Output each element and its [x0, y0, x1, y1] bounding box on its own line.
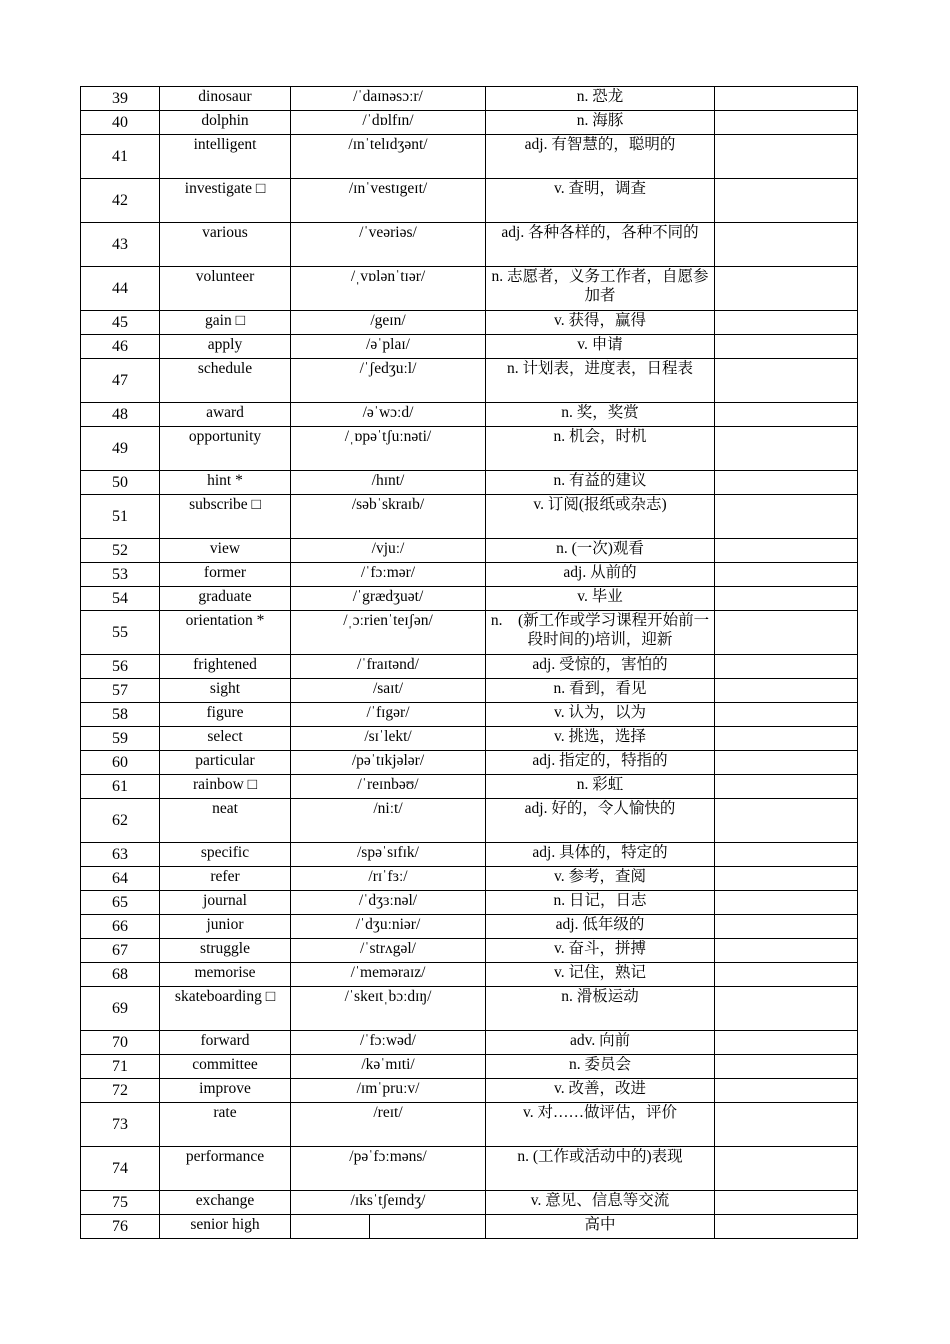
- row-number: 51: [81, 495, 160, 539]
- phonetic-cell: /ˈfɔːwəd/: [291, 1031, 486, 1055]
- row-number: 71: [81, 1055, 160, 1079]
- row-number: 47: [81, 359, 160, 403]
- meaning-cell: v. 意见、信息等交流: [486, 1191, 715, 1215]
- row-number: 75: [81, 1191, 160, 1215]
- table-row: [81, 587, 858, 611]
- row-number: 42: [81, 179, 160, 223]
- word-cell: memorise: [160, 963, 291, 987]
- row-number: 73: [81, 1103, 160, 1147]
- notes-cell: [715, 751, 858, 775]
- word-cell: junior: [160, 915, 291, 939]
- meaning-cell: n. (工作或活动中的)表现: [486, 1147, 715, 1191]
- table-row: [81, 987, 858, 1031]
- row-number: 76: [81, 1215, 160, 1239]
- phonetic-cell: /pəˈfɔːməns/: [291, 1147, 486, 1191]
- table-row: [81, 135, 858, 179]
- phonetic-cell: /ɪnˈtelɪdʒənt/: [291, 135, 486, 179]
- table-row: [81, 563, 858, 587]
- table-row: [81, 1215, 858, 1239]
- word-cell: hint *: [160, 471, 291, 495]
- word-cell: intelligent: [160, 135, 291, 179]
- meaning-cell: n. 有益的建议: [486, 471, 715, 495]
- meaning-cell: adj. 低年级的: [486, 915, 715, 939]
- table-row: [81, 843, 858, 867]
- table-row: [81, 891, 858, 915]
- phonetic-cell-left: [291, 1215, 370, 1239]
- notes-cell: [715, 703, 858, 727]
- row-number: 61: [81, 775, 160, 799]
- row-number: 62: [81, 799, 160, 843]
- phonetic-cell: /ˌɒpəˈtʃuːnəti/: [291, 427, 486, 471]
- meaning-cell: v. 对……做评估，评价: [486, 1103, 715, 1147]
- table-row: [81, 267, 858, 311]
- phonetic-cell: /ˈfɪgər/: [291, 703, 486, 727]
- phonetic-cell: /ˈmeməraɪz/: [291, 963, 486, 987]
- word-cell: journal: [160, 891, 291, 915]
- notes-cell: [715, 179, 858, 223]
- row-number: 52: [81, 539, 160, 563]
- notes-cell: [715, 359, 858, 403]
- meaning-cell: adv. 向前: [486, 1031, 715, 1055]
- word-cell: volunteer: [160, 267, 291, 311]
- row-number: 64: [81, 867, 160, 891]
- phonetic-cell: /ˈdʒɜːnəl/: [291, 891, 486, 915]
- meaning-cell: v. 订阅(报纸或杂志): [486, 495, 715, 539]
- row-number: 55: [81, 611, 160, 655]
- notes-cell: [715, 867, 858, 891]
- row-number: 70: [81, 1031, 160, 1055]
- phonetic-cell: /saɪt/: [291, 679, 486, 703]
- word-cell: various: [160, 223, 291, 267]
- notes-cell: [715, 611, 858, 655]
- notes-cell: [715, 471, 858, 495]
- table-row: [81, 471, 858, 495]
- meaning-cell: v. 查明，调查: [486, 179, 715, 223]
- phonetic-cell: /reɪt/: [291, 1103, 486, 1147]
- meaning-cell: n. 奖，奖赏: [486, 403, 715, 427]
- phonetic-cell: /ˈdaɪnəsɔːr/: [291, 87, 486, 111]
- notes-cell: [715, 775, 858, 799]
- notes-cell: [715, 87, 858, 111]
- phonetic-cell: /ɪmˈpruːv/: [291, 1079, 486, 1103]
- row-number: 65: [81, 891, 160, 915]
- row-number: 40: [81, 111, 160, 135]
- phonetic-cell: /geɪn/: [291, 311, 486, 335]
- phonetic-cell: /ɪksˈtʃeɪndʒ/: [291, 1191, 486, 1215]
- row-number: 69: [81, 987, 160, 1031]
- word-cell: rainbow □: [160, 775, 291, 799]
- word-cell: exchange: [160, 1191, 291, 1215]
- table-row: [81, 87, 858, 111]
- word-cell: refer: [160, 867, 291, 891]
- table-row: [81, 915, 858, 939]
- meaning-cell: v. 毕业: [486, 587, 715, 611]
- word-cell: struggle: [160, 939, 291, 963]
- phonetic-cell: /ˈdʒuːniər/: [291, 915, 486, 939]
- meaning-cell: n. (一次)观看: [486, 539, 715, 563]
- word-cell: investigate □: [160, 179, 291, 223]
- meaning-cell: n. 委员会: [486, 1055, 715, 1079]
- row-number: 46: [81, 335, 160, 359]
- word-cell: performance: [160, 1147, 291, 1191]
- table-row: [81, 1079, 858, 1103]
- notes-cell: [715, 891, 858, 915]
- notes-cell: [715, 539, 858, 563]
- phonetic-cell: /ˈreɪnbəʊ/: [291, 775, 486, 799]
- table-row: [81, 427, 858, 471]
- notes-cell: [715, 1031, 858, 1055]
- phonetic-cell: /əˈwɔːd/: [291, 403, 486, 427]
- phonetic-cell: /əˈplaɪ/: [291, 335, 486, 359]
- notes-cell: [715, 655, 858, 679]
- meaning-cell: v. 获得，赢得: [486, 311, 715, 335]
- table-row: [81, 751, 858, 775]
- phonetic-cell: /ˈveəriəs/: [291, 223, 486, 267]
- row-number: 68: [81, 963, 160, 987]
- notes-cell: [715, 939, 858, 963]
- table-row: [81, 1147, 858, 1191]
- row-number: 58: [81, 703, 160, 727]
- row-number: 74: [81, 1147, 160, 1191]
- notes-cell: [715, 335, 858, 359]
- notes-cell: [715, 135, 858, 179]
- row-number: 39: [81, 87, 160, 111]
- meaning-cell: n. 志愿者，义务工作者，自愿参加者: [486, 267, 715, 311]
- phonetic-cell: /rɪˈfɜː/: [291, 867, 486, 891]
- phonetic-cell: /ˈdɒlfɪn/: [291, 111, 486, 135]
- row-number: 66: [81, 915, 160, 939]
- notes-cell: [715, 111, 858, 135]
- phonetic-cell: /niːt/: [291, 799, 486, 843]
- row-number: 72: [81, 1079, 160, 1103]
- table-row: [81, 403, 858, 427]
- word-cell: subscribe □: [160, 495, 291, 539]
- word-cell: select: [160, 727, 291, 751]
- phonetic-cell: /ˈskeɪtˌbɔːdɪŋ/: [291, 987, 486, 1031]
- word-cell: dinosaur: [160, 87, 291, 111]
- table-row: [81, 679, 858, 703]
- notes-cell: [715, 1079, 858, 1103]
- phonetic-cell: /ɪnˈvestɪgeɪt/: [291, 179, 486, 223]
- word-cell: gain □: [160, 311, 291, 335]
- table-row: [81, 1103, 858, 1147]
- row-number: 43: [81, 223, 160, 267]
- notes-cell: [715, 267, 858, 311]
- word-cell: schedule: [160, 359, 291, 403]
- row-number: 63: [81, 843, 160, 867]
- meaning-cell: adj. 指定的，特指的: [486, 751, 715, 775]
- word-cell: skateboarding □: [160, 987, 291, 1031]
- meaning-cell: adj. 有智慧的，聪明的: [486, 135, 715, 179]
- row-number: 56: [81, 655, 160, 679]
- table-row: [81, 359, 858, 403]
- table-row: [81, 311, 858, 335]
- meaning-cell: v. 参考，查阅: [486, 867, 715, 891]
- meaning-cell: n. 计划表，进度表，日程表: [486, 359, 715, 403]
- row-number: 44: [81, 267, 160, 311]
- meaning-cell: adj. 受惊的，害怕的: [486, 655, 715, 679]
- phonetic-cell: /ˈfraɪtənd/: [291, 655, 486, 679]
- notes-cell: [715, 915, 858, 939]
- table-row: [81, 223, 858, 267]
- row-number: 41: [81, 135, 160, 179]
- meaning-cell: v. 改善，改进: [486, 1079, 715, 1103]
- word-cell: forward: [160, 1031, 291, 1055]
- row-number: 45: [81, 311, 160, 335]
- row-number: 67: [81, 939, 160, 963]
- meaning-cell: v. 挑选，选择: [486, 727, 715, 751]
- phonetic-cell: /ˌɔːrienˈteɪʃən/: [291, 611, 486, 655]
- notes-cell: [715, 563, 858, 587]
- phonetic-cell: /ˈfɔːmər/: [291, 563, 486, 587]
- phonetic-cell: /ˈgrædʒuət/: [291, 587, 486, 611]
- row-number: 53: [81, 563, 160, 587]
- table-row: [81, 179, 858, 223]
- phonetic-cell: /ˈstrʌgəl/: [291, 939, 486, 963]
- phonetic-cell: /pəˈtɪkjələr/: [291, 751, 486, 775]
- table-row: [81, 111, 858, 135]
- vocab-table: [80, 86, 858, 1239]
- word-cell: committee: [160, 1055, 291, 1079]
- notes-cell: [715, 427, 858, 471]
- table-row: [81, 1055, 858, 1079]
- notes-cell: [715, 799, 858, 843]
- table-row: [81, 1191, 858, 1215]
- word-cell: apply: [160, 335, 291, 359]
- meaning-cell: v. 申请: [486, 335, 715, 359]
- notes-cell: [715, 311, 858, 335]
- meaning-cell: n. 滑板运动: [486, 987, 715, 1031]
- word-cell: opportunity: [160, 427, 291, 471]
- row-number: 50: [81, 471, 160, 495]
- word-cell: graduate: [160, 587, 291, 611]
- table-row: [81, 335, 858, 359]
- notes-cell: [715, 987, 858, 1031]
- row-number: 60: [81, 751, 160, 775]
- notes-cell: [715, 403, 858, 427]
- meaning-cell: adj. 从前的: [486, 563, 715, 587]
- table-row: [81, 867, 858, 891]
- notes-cell: [715, 1191, 858, 1215]
- word-cell: former: [160, 563, 291, 587]
- word-cell: specific: [160, 843, 291, 867]
- word-cell: improve: [160, 1079, 291, 1103]
- notes-cell: [715, 1055, 858, 1079]
- meaning-cell: v. 记住，熟记: [486, 963, 715, 987]
- table-row: [81, 495, 858, 539]
- word-cell: rate: [160, 1103, 291, 1147]
- word-cell: view: [160, 539, 291, 563]
- notes-cell: [715, 1147, 858, 1191]
- notes-cell: [715, 1215, 858, 1239]
- meaning-cell: n. 机会，时机: [486, 427, 715, 471]
- meaning-cell: n. 海豚: [486, 111, 715, 135]
- word-cell: sight: [160, 679, 291, 703]
- phonetic-cell: /səbˈskraɪb/: [291, 495, 486, 539]
- word-cell: frightened: [160, 655, 291, 679]
- meaning-cell: adj. 具体的，特定的: [486, 843, 715, 867]
- notes-cell: [715, 679, 858, 703]
- table-row: [81, 939, 858, 963]
- table-row: [81, 799, 858, 843]
- vocab-body: [81, 87, 858, 1239]
- meaning-cell: v. 奋斗，拼搏: [486, 939, 715, 963]
- phonetic-cell: /hɪnt/: [291, 471, 486, 495]
- phonetic-cell: /vjuː/: [291, 539, 486, 563]
- row-number: 54: [81, 587, 160, 611]
- table-row: [81, 1031, 858, 1055]
- row-number: 48: [81, 403, 160, 427]
- row-number: 49: [81, 427, 160, 471]
- phonetic-cell: /spəˈsɪfɪk/: [291, 843, 486, 867]
- notes-cell: [715, 963, 858, 987]
- notes-cell: [715, 587, 858, 611]
- notes-cell: [715, 1103, 858, 1147]
- word-cell: orientation *: [160, 611, 291, 655]
- meaning-cell: adj. 各种各样的，各种不同的: [486, 223, 715, 267]
- table-row: [81, 611, 858, 655]
- meaning-cell: n. 彩虹: [486, 775, 715, 799]
- word-cell: figure: [160, 703, 291, 727]
- word-cell: award: [160, 403, 291, 427]
- meaning-cell: v. 认为，以为: [486, 703, 715, 727]
- table-row: [81, 727, 858, 751]
- word-cell: neat: [160, 799, 291, 843]
- notes-cell: [715, 843, 858, 867]
- meaning-cell: 高中: [486, 1215, 715, 1239]
- notes-cell: [715, 223, 858, 267]
- meaning-cell: n. (新工作或学习课程开始前一段时间的)培训，迎新: [486, 611, 715, 655]
- notes-cell: [715, 727, 858, 751]
- meaning-cell: n. 日记，日志: [486, 891, 715, 915]
- word-cell: dolphin: [160, 111, 291, 135]
- meaning-cell: n. 恐龙: [486, 87, 715, 111]
- phonetic-cell: /sɪˈlekt/: [291, 727, 486, 751]
- meaning-cell: n. 看到，看见: [486, 679, 715, 703]
- meaning-cell: adj. 好的，令人愉快的: [486, 799, 715, 843]
- table-row: [81, 963, 858, 987]
- phonetic-cell: /ˌvɒlənˈtɪər/: [291, 267, 486, 311]
- table-row: [81, 703, 858, 727]
- table-row: [81, 539, 858, 563]
- phonetic-cell: /kəˈmɪti/: [291, 1055, 486, 1079]
- row-number: 59: [81, 727, 160, 751]
- table-row: [81, 655, 858, 679]
- table-row: [81, 775, 858, 799]
- row-number: 57: [81, 679, 160, 703]
- phonetic-cell: /ˈʃedʒuːl/: [291, 359, 486, 403]
- notes-cell: [715, 495, 858, 539]
- phonetic-cell-right: [370, 1215, 486, 1239]
- word-cell: particular: [160, 751, 291, 775]
- word-cell: senior high: [160, 1215, 291, 1239]
